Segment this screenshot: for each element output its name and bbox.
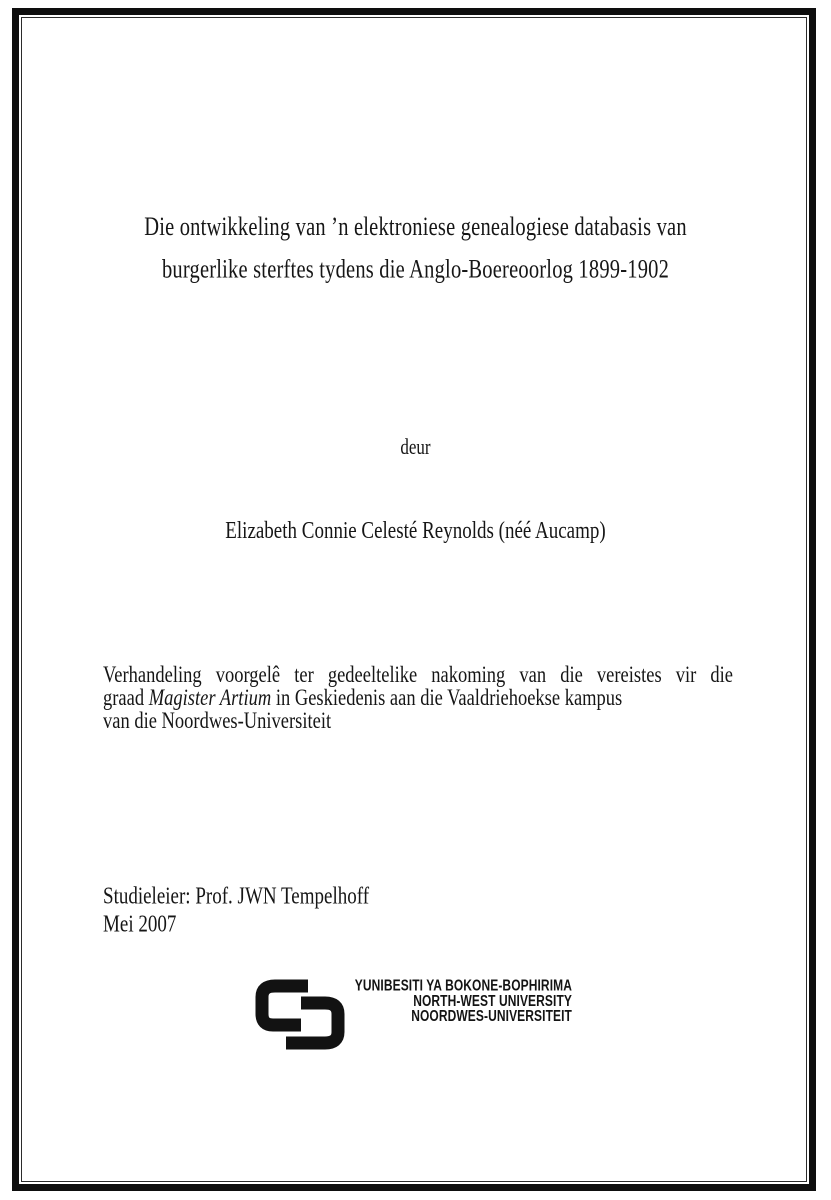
supervisor-block	[103, 883, 369, 939]
thesis-title-line-2: burgerlike sterftes tydens die Anglo-Boereoorlog 1899-1902	[161, 255, 670, 284]
thesis-title-line-1: Die ontwikkeling van ’n elektroniese genealogiese databasis van	[144, 213, 687, 242]
degree-statement-line-1: Verhandeling voorgelê ter gedeeltelike nakoming van die vereistes vir die	[103, 662, 733, 689]
university-logo-text	[272, 976, 572, 1025]
degree-statement-line-3: van die Noordwes-Universiteit	[103, 708, 332, 735]
thesis-title	[60, 207, 771, 291]
degree-statement-line-2-pre: graad	[103, 685, 149, 712]
degree-title: Magister Artium	[148, 685, 272, 712]
degree-statement	[103, 664, 733, 733]
degree-statement-line-2	[103, 687, 733, 710]
supervisor-line: Studieleier: Prof. JWN Tempelhoff	[103, 883, 370, 910]
logo-text-setswana: YUNIBESITI YA BOKONE-BOPHIRIMA	[354, 976, 572, 995]
degree-statement-line-2-post: in Geskiedenis aan die Vaaldriehoekse kampus	[271, 685, 623, 712]
date-line: Mei 2007	[103, 911, 177, 939]
author-name: Elizabeth Connie Celesté Reynolds (néé Aucamp)	[225, 517, 606, 545]
byline: deur	[400, 435, 431, 460]
logo-text-english: NORTH-WEST UNIVERSITY	[413, 991, 572, 1010]
logo-text-afrikaans: NOORDWES-UNIVERSITEIT	[411, 1006, 572, 1025]
